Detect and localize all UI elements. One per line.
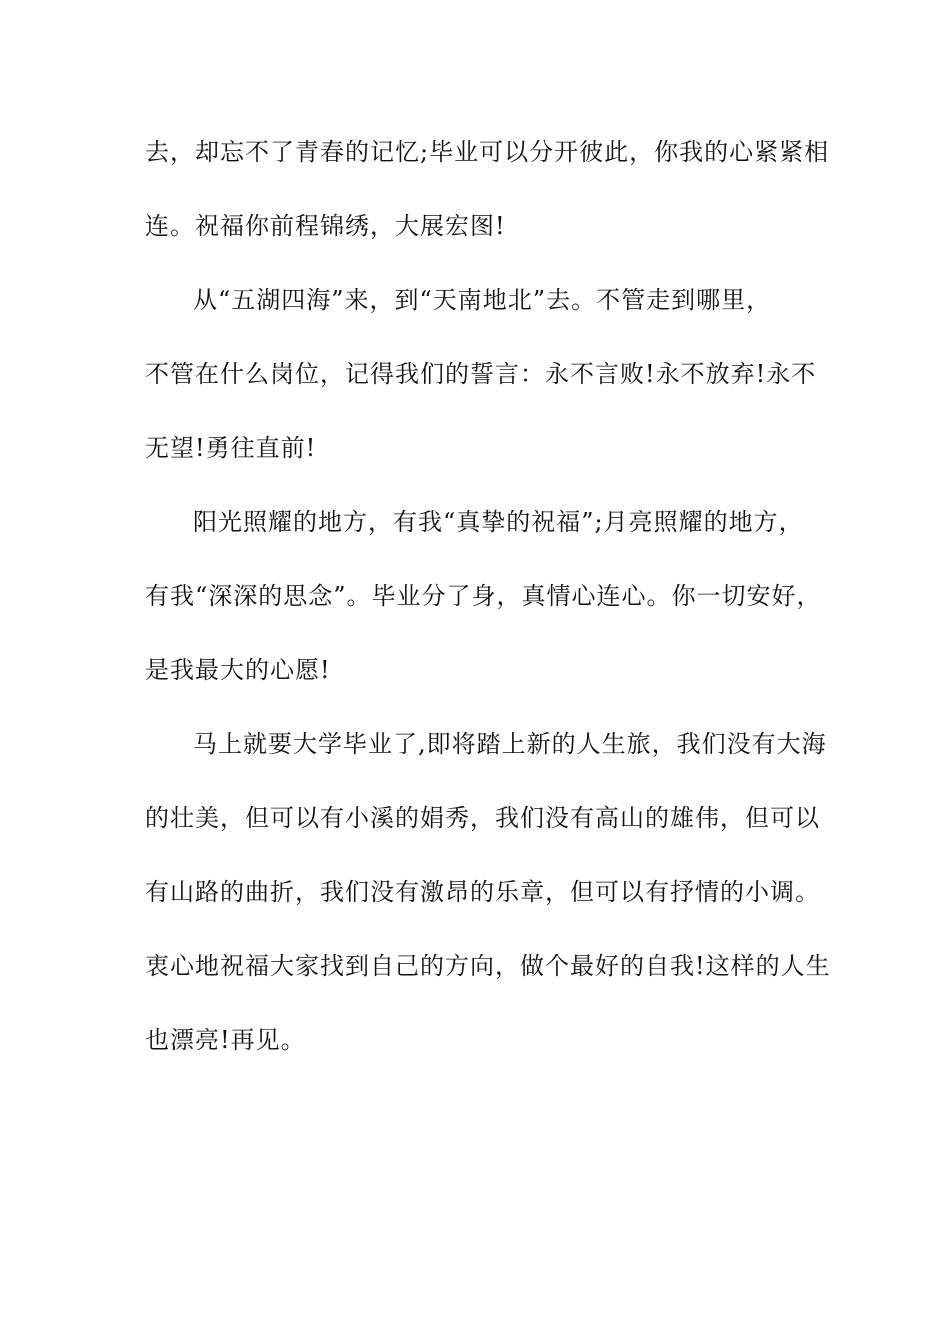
text-line: 去，却忘不了青春的记忆;毕业可以分开彼此，你我的心紧紧相 [145,138,830,166]
text-line: 是我最大的心愿! [145,656,331,684]
text-line: 的壮美，但可以有小溪的娟秀，我们没有高山的雄伟，但可以 [145,804,820,832]
text-line: 有山路的曲折，我们没有激昂的乐章，但可以有抒情的小调。 [145,878,820,906]
paragraph-first-line: 阳光照耀的地方，有我“真挚的祝福”;月亮照耀的地方， [193,508,804,536]
paragraph-first-line: 从“五湖四海”来，到“天南地北”去。不管走到哪里， [193,286,772,314]
text-line: 不管在什么岗位，记得我们的誓言：永不言败!永不放弃!永不 [145,360,817,388]
text-line: 有我“深深的思念”。毕业分了身，真情心连心。你一切安好， [145,582,822,610]
paragraph-first-line: 马上就要大学毕业了,即将踏上新的人生旅，我们没有大海 [193,730,827,758]
text-line: 连。祝福你前程锦绣，大展宏图! [145,212,506,240]
text-line: 无望!勇往直前! [145,434,317,462]
text-line: 衷心地祝福大家找到自己的方向，做个最好的自我!这样的人生 [145,952,831,980]
text-line: 也漂亮!再见。 [145,1026,306,1054]
